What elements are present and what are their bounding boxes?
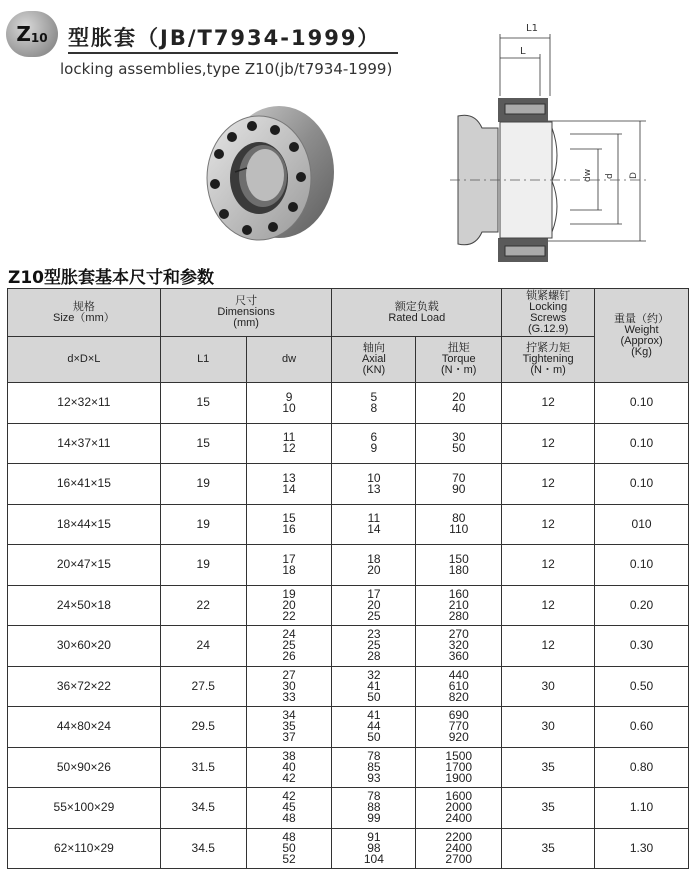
table-row xyxy=(8,585,689,626)
weight-cell: 0.10 xyxy=(595,423,689,464)
table-row xyxy=(8,545,689,586)
axial-cell xyxy=(332,626,416,667)
l1-cell: 31.5 xyxy=(160,747,246,788)
tightening-cell: 12 xyxy=(502,545,595,586)
axial-cell-value: 20 xyxy=(367,562,381,577)
tightening-cell: 35 xyxy=(502,788,595,829)
torque-cell-value: 770 xyxy=(448,719,469,734)
axial-cell-value: 10 xyxy=(367,470,381,485)
torque-cell-value: 2400 xyxy=(445,811,473,826)
axial-cell-value: 88 xyxy=(367,800,381,815)
table-title: Z10型胀套基本尺寸和参数 xyxy=(8,268,214,288)
torque-cell-value: 80 xyxy=(452,511,466,526)
l1-cell: 27.5 xyxy=(160,666,246,707)
axial-cell-value: 98 xyxy=(367,840,381,855)
dw-cell-value: 27 xyxy=(282,667,296,682)
l1-cell: 29.5 xyxy=(160,707,246,748)
axial-cell-value: 93 xyxy=(367,770,381,785)
torque-cell-value: 270 xyxy=(448,627,469,642)
tightening-cell: 12 xyxy=(502,585,595,626)
weight-cell: 0.10 xyxy=(595,383,689,424)
table-row xyxy=(8,423,689,464)
table-row xyxy=(8,707,689,748)
axial-cell-value: 8 xyxy=(370,400,378,415)
torque-cell-value: 150 xyxy=(448,551,469,566)
axial-cell-value: 41 xyxy=(367,678,381,693)
l1-cell: 19 xyxy=(160,504,246,545)
axial-cell-value: 32 xyxy=(367,667,381,682)
torque-cell-value: 110 xyxy=(449,522,469,537)
dw-cell-value: 19 xyxy=(282,586,296,601)
l1-cell: 34.5 xyxy=(160,828,246,869)
l1-cell: 34.5 xyxy=(160,788,246,829)
size-cell: 18×44×15 xyxy=(8,504,161,545)
axial-cell xyxy=(332,383,416,424)
dw-cell xyxy=(246,423,332,464)
dw-cell-value: 16 xyxy=(282,522,296,537)
size-cell: 16×41×15 xyxy=(8,464,161,505)
dw-cell xyxy=(246,585,332,626)
locking-assembly-photo xyxy=(197,102,337,247)
torque-cell-value: 690 xyxy=(448,708,469,723)
torque-cell-value: 2400 xyxy=(445,840,473,855)
table-row xyxy=(8,788,689,829)
size-cell: 20×47×15 xyxy=(8,545,161,586)
tightening-cell: 30 xyxy=(502,666,595,707)
dw-cell xyxy=(246,747,332,788)
dxdxl-header: d×D×L xyxy=(8,337,161,383)
dw-cell-value: 38 xyxy=(282,748,296,763)
torque-cell xyxy=(416,504,502,545)
page-subtitle: locking assemblies,type Z10(jb/t7934-1999) xyxy=(60,60,393,78)
dw-cell-value: 24 xyxy=(282,627,296,642)
torque-cell-value: 90 xyxy=(452,481,466,496)
dw-cell xyxy=(246,788,332,829)
size-cell: 36×72×22 xyxy=(8,666,161,707)
axial-cell xyxy=(332,828,416,869)
table-row xyxy=(8,666,689,707)
weight-cell: 0.50 xyxy=(595,666,689,707)
dw-cell xyxy=(246,545,332,586)
dw-cell-value: 45 xyxy=(282,800,296,815)
tightening-cell: 35 xyxy=(502,747,595,788)
dw-cell-value: 52 xyxy=(282,851,296,866)
table-row xyxy=(8,464,689,505)
big-d-label: D xyxy=(629,172,639,179)
axial-cell xyxy=(332,666,416,707)
dimensions-header: 尺寸 Dimensions (mm) xyxy=(160,289,332,337)
axial-cell-value: 23 xyxy=(367,627,381,642)
l1-cell: 19 xyxy=(160,545,246,586)
axial-cell xyxy=(332,464,416,505)
torque-cell-value: 160 xyxy=(448,586,469,601)
torque-cell-value: 210 xyxy=(448,597,469,612)
weight-cell: 1.30 xyxy=(595,828,689,869)
size-cell: 12×32×11 xyxy=(8,383,161,424)
dw-cell-value: 22 xyxy=(282,608,296,623)
dw-label: dw xyxy=(583,168,593,182)
torque-cell-value: 1900 xyxy=(445,770,473,785)
dw-cell-value: 30 xyxy=(282,678,296,693)
dw-cell-value: 42 xyxy=(282,789,296,804)
torque-cell xyxy=(416,585,502,626)
torque-cell-value: 440 xyxy=(448,667,469,682)
axial-cell-value: 13 xyxy=(367,481,381,496)
axial-cell xyxy=(332,504,416,545)
dw-cell xyxy=(246,383,332,424)
torque-cell xyxy=(416,626,502,667)
torque-cell-value: 180 xyxy=(448,562,469,577)
torque-cell-value: 50 xyxy=(452,441,466,456)
dw-cell-value: 26 xyxy=(282,649,296,664)
torque-cell-value: 1500 xyxy=(445,748,473,763)
axial-cell-value: 5 xyxy=(370,389,378,404)
tightening-cell: 12 xyxy=(502,464,595,505)
dw-cell-value: 48 xyxy=(282,811,296,826)
dw-header: dw xyxy=(246,337,332,383)
size-cell: 30×60×20 xyxy=(8,626,161,667)
size-cell: 44×80×24 xyxy=(8,707,161,748)
rated-load-header: 额定负载 Rated Load xyxy=(332,289,502,337)
axial-cell-value: 91 xyxy=(367,829,381,844)
table-row xyxy=(8,626,689,667)
cross-section-drawing xyxy=(450,16,670,276)
dw-cell xyxy=(246,464,332,505)
dw-cell-value: 37 xyxy=(282,730,296,745)
l1-cell: 24 xyxy=(160,626,246,667)
dw-cell xyxy=(246,707,332,748)
dw-cell-value: 13 xyxy=(282,470,296,485)
tightening-cell: 12 xyxy=(502,383,595,424)
axial-cell-value: 99 xyxy=(367,811,381,826)
dw-cell xyxy=(246,666,332,707)
axial-cell-value: 78 xyxy=(367,789,381,804)
torque-cell xyxy=(416,828,502,869)
torque-cell-value: 280 xyxy=(448,608,469,623)
torque-cell-value: 610 xyxy=(448,678,469,693)
torque-cell xyxy=(416,666,502,707)
torque-cell-value: 360 xyxy=(448,649,469,664)
dw-cell-value: 35 xyxy=(282,719,296,734)
size-header: 规格 Size（mm） xyxy=(8,289,161,337)
axial-cell xyxy=(332,545,416,586)
dw-cell-value: 50 xyxy=(282,840,296,855)
page-title: 型胀套（JB/T7934-1999） xyxy=(68,26,381,50)
axial-cell-value: 44 xyxy=(367,719,381,734)
tightening-cell: 12 xyxy=(502,626,595,667)
torque-cell xyxy=(416,383,502,424)
table-row xyxy=(8,747,689,788)
header-row-top xyxy=(8,289,689,337)
dw-cell-value: 20 xyxy=(282,597,296,612)
dw-cell xyxy=(246,504,332,545)
torque-header: 扭矩 Torque (N・m) xyxy=(416,337,502,383)
axial-cell-value: 41 xyxy=(367,708,381,723)
l1-cell: 15 xyxy=(160,383,246,424)
axial-header: 轴向 Axial (KN) xyxy=(332,337,416,383)
axial-cell-value: 50 xyxy=(367,689,381,704)
dw-cell-value: 12 xyxy=(282,441,296,456)
size-cell: 50×90×26 xyxy=(8,747,161,788)
l-label: L xyxy=(520,46,526,57)
torque-cell-value: 1600 xyxy=(445,789,473,804)
axial-cell-value: 18 xyxy=(367,551,381,566)
l1-label: L1 xyxy=(526,23,538,34)
table-row xyxy=(8,828,689,869)
torque-cell-value: 920 xyxy=(448,730,469,745)
dw-cell-value: 17 xyxy=(282,551,296,566)
dw-cell-value: 10 xyxy=(282,400,296,415)
dw-cell-value: 9 xyxy=(285,389,293,404)
torque-cell-value: 2200 xyxy=(445,829,473,844)
axial-cell-value: 11 xyxy=(367,511,381,526)
tightening-header: 拧紧力矩 Tightening (N・m) xyxy=(502,337,595,383)
dw-cell-value: 15 xyxy=(282,511,296,526)
size-cell: 24×50×18 xyxy=(8,585,161,626)
torque-cell xyxy=(416,545,502,586)
table-row xyxy=(8,383,689,424)
dw-cell-value: 11 xyxy=(282,430,296,445)
torque-cell-value: 820 xyxy=(448,689,469,704)
specifications-table xyxy=(7,288,689,869)
axial-cell xyxy=(332,585,416,626)
axial-cell-value: 25 xyxy=(367,638,381,653)
dw-cell-value: 18 xyxy=(282,562,296,577)
torque-cell xyxy=(416,707,502,748)
table-row xyxy=(8,504,689,545)
dw-cell-value: 42 xyxy=(282,770,296,785)
axial-cell xyxy=(332,707,416,748)
torque-cell xyxy=(416,788,502,829)
axial-cell-value: 9 xyxy=(370,441,378,456)
series-badge: Z $_{10}$ xyxy=(6,11,58,57)
locking-screws-header: 锁紧螺钉 Locking Screws (G.12.9) xyxy=(502,289,595,337)
axial-cell-value: 17 xyxy=(367,586,381,601)
l1-header: L1 xyxy=(160,337,246,383)
torque-cell-value: 70 xyxy=(452,470,466,485)
weight-cell: 010 xyxy=(595,504,689,545)
dw-cell xyxy=(246,828,332,869)
size-cell: 55×100×29 xyxy=(8,788,161,829)
axial-cell-value: 104 xyxy=(363,851,384,866)
title-underline xyxy=(68,52,398,54)
weight-cell: 0.60 xyxy=(595,707,689,748)
weight-cell: 0.10 xyxy=(595,545,689,586)
torque-cell xyxy=(416,464,502,505)
axial-cell-value: 25 xyxy=(367,608,381,623)
axial-cell xyxy=(332,747,416,788)
weight-cell: 0.20 xyxy=(595,585,689,626)
dw-cell-value: 14 xyxy=(282,481,296,496)
axial-cell xyxy=(332,423,416,464)
torque-cell-value: 1700 xyxy=(445,759,473,774)
weight-cell: 0.80 xyxy=(595,747,689,788)
torque-cell xyxy=(416,747,502,788)
l1-cell: 22 xyxy=(160,585,246,626)
axial-cell-value: 85 xyxy=(367,759,381,774)
axial-cell-value: 50 xyxy=(367,730,381,745)
torque-cell-value: 2700 xyxy=(445,851,473,866)
axial-cell-value: 78 xyxy=(367,748,381,763)
l1-cell: 15 xyxy=(160,423,246,464)
dw-cell-value: 34 xyxy=(282,708,296,723)
torque-cell-value: 320 xyxy=(448,638,469,653)
l1-cell: 19 xyxy=(160,464,246,505)
axial-cell-value: 6 xyxy=(370,430,378,445)
tightening-cell: 12 xyxy=(502,423,595,464)
weight-cell: 0.30 xyxy=(595,626,689,667)
weight-header: 重量（约） Weight (Approx) (Kg) xyxy=(595,289,689,383)
size-cell: 14×37×11 xyxy=(8,423,161,464)
weight-cell: 1.10 xyxy=(595,788,689,829)
tightening-cell: 30 xyxy=(502,707,595,748)
tightening-cell: 12 xyxy=(502,504,595,545)
torque-cell-value: 40 xyxy=(452,400,466,415)
torque-cell xyxy=(416,423,502,464)
axial-cell xyxy=(332,788,416,829)
torque-cell-value: 2000 xyxy=(445,800,473,815)
tightening-cell: 35 xyxy=(502,828,595,869)
torque-cell-value: 30 xyxy=(452,430,466,445)
axial-cell-value: 20 xyxy=(367,597,381,612)
weight-cell: 0.10 xyxy=(595,464,689,505)
size-cell: 62×110×29 xyxy=(8,828,161,869)
axial-cell-value: 28 xyxy=(367,649,381,664)
dw-cell-value: 33 xyxy=(282,689,296,704)
dw-cell xyxy=(246,626,332,667)
torque-cell-value: 20 xyxy=(452,389,466,404)
header-row-bottom xyxy=(8,337,689,383)
dw-cell-value: 48 xyxy=(282,829,296,844)
dw-cell-value: 25 xyxy=(282,638,296,653)
axial-cell-value: 14 xyxy=(367,522,381,537)
dw-cell-value: 40 xyxy=(282,759,296,774)
d-label: d xyxy=(605,173,615,179)
